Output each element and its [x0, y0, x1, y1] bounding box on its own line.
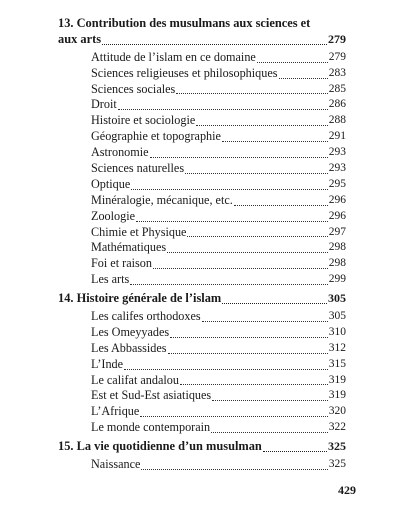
dot-leader [212, 400, 328, 401]
dot-leader [185, 173, 328, 174]
toc-section-heading [58, 439, 346, 455]
dot-leader [102, 44, 327, 45]
toc-item [58, 193, 346, 209]
page-ref: 297 [328, 225, 346, 238]
toc-item [58, 420, 346, 436]
toc-item-label: Le califat andalou [91, 372, 179, 387]
toc-item [58, 240, 346, 256]
page-ref: 293 [328, 146, 346, 159]
page-ref: 319 [328, 389, 346, 402]
dot-leader [176, 93, 327, 94]
page-ref: 310 [328, 325, 346, 338]
toc-item-label: Optique [91, 176, 131, 191]
toc-item [58, 82, 346, 98]
toc-section-heading [58, 291, 346, 307]
toc-item-label: Sciences religieuses et philosophiques [91, 65, 278, 80]
toc-item [58, 272, 346, 288]
toc-item [58, 209, 346, 225]
page-ref: 298 [328, 241, 346, 254]
section-title: 15. La vie quotidienne d’un musulman [58, 439, 262, 454]
toc-item [58, 97, 346, 113]
dot-leader [131, 189, 327, 190]
toc-item-label: L’Afrique [91, 404, 140, 419]
dot-leader [279, 78, 328, 79]
page-ref: 312 [328, 341, 346, 354]
toc-item-label: Droit [91, 97, 117, 112]
page-ref: 285 [328, 82, 346, 95]
toc-item-label: Sciences naturelles [91, 161, 185, 175]
page-ref: 291 [328, 130, 346, 143]
page-ref: 315 [328, 357, 346, 370]
toc-section-heading [58, 32, 346, 48]
dot-leader [222, 303, 327, 304]
page-ref: 320 [328, 405, 346, 418]
toc-item [58, 145, 346, 161]
toc-item [58, 341, 346, 357]
toc-item [58, 256, 346, 272]
dot-leader [167, 252, 328, 253]
page-ref: 296 [328, 209, 346, 222]
toc-item [58, 161, 346, 177]
dot-leader [187, 236, 327, 237]
toc-section-13 [58, 16, 346, 48]
page-ref: 283 [328, 66, 346, 79]
dot-leader [150, 157, 328, 158]
toc-item-label: Minéralogie, mécanique, etc. [91, 192, 233, 207]
toc-item [58, 325, 346, 341]
toc-item [58, 388, 346, 404]
dot-leader [170, 337, 328, 338]
toc-item-label: Naissance [91, 457, 141, 472]
dot-leader [140, 416, 327, 417]
page-ref: 279 [328, 31, 346, 46]
toc-item [58, 50, 346, 66]
toc-item [58, 357, 346, 373]
toc-item [58, 66, 346, 82]
table-of-contents [58, 16, 346, 473]
toc-item [58, 129, 346, 145]
page-ref: 325 [328, 439, 346, 454]
toc-item [58, 177, 346, 193]
toc-item-label: Foi et raison [91, 256, 152, 271]
page-ref: 305 [328, 291, 346, 306]
page-ref: 286 [328, 98, 346, 111]
dot-leader [136, 221, 328, 222]
toc-item-label: Les arts [91, 272, 130, 287]
dot-leader [263, 451, 327, 452]
toc-item-label: Sciences sociales [91, 81, 176, 96]
dot-leader [168, 353, 328, 354]
toc-item-label: Chimie et Physique [91, 224, 187, 239]
page-ref: 322 [328, 421, 346, 434]
toc-item [58, 373, 346, 389]
toc-item-label: Astronomie [91, 145, 149, 160]
page-ref: 295 [328, 177, 346, 190]
page-ref: 319 [328, 373, 346, 386]
toc-item-label: Histoire et sociologie [91, 113, 196, 128]
toc-item-label: Attitude de l’islam en ce domaine [91, 49, 256, 64]
dot-leader [222, 141, 328, 142]
page-number: 429 [338, 483, 356, 497]
dot-leader [124, 369, 328, 370]
toc-item [58, 309, 346, 325]
dot-leader [180, 384, 328, 385]
toc-item [58, 457, 346, 473]
toc-item-label: Les Abbassides [91, 340, 167, 355]
toc-item [58, 404, 346, 420]
toc-item-label: Les Omeyyades [91, 324, 170, 339]
toc-subitems-14 [58, 309, 346, 436]
page-ref: 299 [328, 273, 346, 286]
toc-section-15 [58, 439, 346, 455]
page-ref: 296 [328, 193, 346, 206]
toc-item-label: Les califes orthodoxes [91, 309, 201, 324]
dot-leader [234, 205, 328, 206]
toc-item [58, 113, 346, 129]
page-ref: 305 [328, 310, 346, 323]
page-ref: 325 [328, 458, 346, 471]
page-ref: 288 [328, 114, 346, 127]
toc-item-label: Mathématiques [91, 240, 167, 255]
toc-item-label: Zoologie [91, 208, 136, 223]
dot-leader [141, 469, 327, 470]
dot-leader [153, 268, 328, 269]
toc-item [58, 225, 346, 241]
dot-leader [202, 321, 328, 322]
toc-item-label: Le monde contemporain [91, 420, 211, 435]
dot-leader [257, 62, 328, 63]
dot-leader [130, 284, 328, 285]
toc-item-label: L’Inde [91, 356, 124, 371]
page-ref: 298 [328, 257, 346, 270]
toc-section-14 [58, 291, 346, 307]
toc-item-label: Est et Sud-Est asiatiques [91, 388, 212, 403]
section-title-line: 13. Contribution des musulmans aux sciences et [58, 16, 311, 30]
dot-leader [118, 109, 328, 110]
section-title: 14. Histoire générale de l’islam [58, 291, 222, 306]
dot-leader [196, 125, 328, 126]
dot-leader [211, 432, 328, 433]
page-ref: 279 [328, 50, 346, 63]
page-ref: 293 [328, 162, 346, 174]
toc-subitems-15 [58, 457, 346, 473]
toc-subitems-13 [58, 50, 346, 288]
section-title-line: aux arts [58, 31, 102, 46]
toc-item-label: Géographie et topographie [91, 129, 221, 144]
